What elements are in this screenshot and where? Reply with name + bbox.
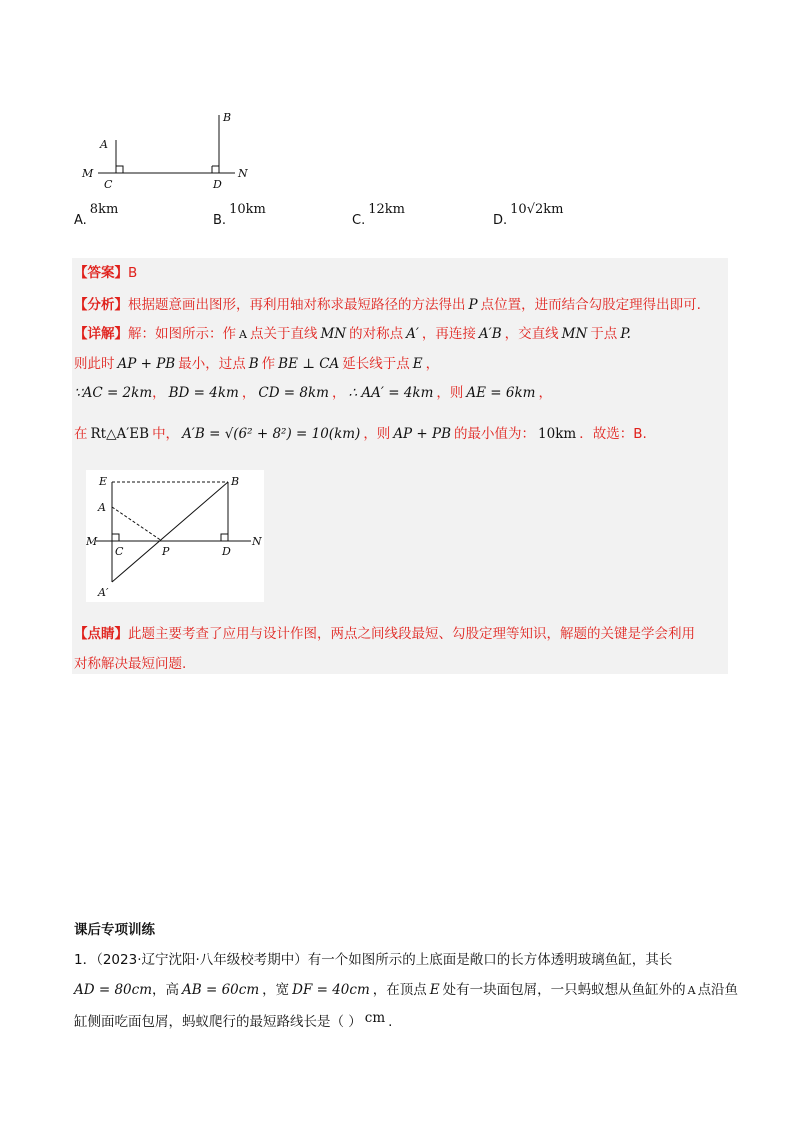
comment-text-2: 对称解决最短问题. [74,656,187,672]
label-a-prime: A′ [98,586,109,599]
q1-sep-b: ，宽 [262,982,290,998]
detail-line-2 [74,354,439,374]
detail-4-formula: A′B = √(6² + 8²) = 10(km) [182,426,361,442]
detail-1-ap: A′ [406,326,419,342]
detail-line-3 [74,383,552,403]
analysis-point-p: P [468,297,478,313]
detail-2a: 则此时 [74,356,115,372]
label-d: D [213,178,222,191]
detail-line-1 [74,324,631,345]
label-m: M [82,167,94,180]
right-angle-d [221,534,228,541]
option-d-value: 10√2km [510,202,564,217]
option-d[interactable] [493,202,564,228]
detail-1-p: P. [620,326,631,342]
detail-1-a: A [239,328,247,341]
label-n: N [252,535,262,548]
detail-1-apb: A′B [478,326,502,342]
right-angle-c [112,534,119,541]
q1-sep-a: ，高 [152,982,180,998]
detail-4e: ．故选：B. [579,426,647,442]
detail-3-ac: ∵AC = 2km [74,385,153,401]
option-a-letter: A. [74,213,87,228]
q1-e: E [429,982,440,998]
detail-tag: 【详解】 [74,326,128,342]
detail-4c: ，则 [363,426,391,442]
detail-1e: ，交直线 [504,326,559,342]
q1-ad: AD = 80cm [74,982,153,998]
label-b: B [223,111,232,124]
label-n: N [238,167,248,180]
detail-3-then: ，则 [436,385,464,401]
figure-1-diagram [70,100,270,195]
answer-tag: 【答案】 [74,265,128,281]
comment-text-1: 此题主要考查了应用与设计作图，两点之间线段最短、勾股定理等知识，解题的关键是学会利用 [128,626,695,642]
option-b[interactable] [213,202,266,228]
comment-line-2 [74,654,186,674]
detail-2-b: B [248,356,259,372]
option-b-letter: B. [213,213,227,228]
question-1-line-2 [74,980,738,1001]
label-e: E [99,475,108,488]
question-1-line-1: 1．（2023·辽宁沈阳·八年级校考期中）有一个如图所示的上底面是敞口的长方体透明玻璃鱼缸，其长 [74,952,673,968]
detail-3-sep1: ， [152,385,166,401]
label-b: B [231,475,240,488]
detail-4d: 的最小值为： [454,426,536,442]
detail-2c: 作 [261,356,276,372]
q1-a: A [687,984,696,997]
q1-line3-text: 缸侧面吃面包屑，蚂蚁爬行的最短路线长是（ ） [74,1014,362,1030]
practice-heading: 课后专项训练 [74,922,155,938]
option-c-letter: C. [352,213,366,228]
detail-4-val: 10km [538,426,577,442]
detail-3-bd: BD = 4km [168,385,239,401]
detail-4b: 中， [152,426,180,442]
detail-3-sep2: ， [241,385,256,401]
solution-panel [72,258,728,674]
detail-1a: 解：如图所示：作 [128,326,236,342]
detail-2b: 最小，过点 [178,356,246,372]
comment-line-1 [74,624,695,644]
detail-3-cd: CD = 8km [258,385,329,401]
answer-value: B [128,265,138,281]
detail-1d: ，再连接 [421,326,476,342]
detail-4-sum: AP + PB [393,426,452,442]
label-d: D [222,545,231,558]
q1-ab: AB = 60cm [182,982,260,998]
option-c[interactable] [352,202,405,228]
detail-1f: 于点 [590,326,618,342]
label-p: P [162,545,170,558]
detail-1c: 的对称点 [349,326,404,342]
option-b-value: 10km [229,202,266,217]
segment-a-prime-b [112,482,228,582]
detail-2-perp: BE ⊥ CA [278,356,340,372]
option-a-value: 8km [89,202,119,217]
q1-sep-d: 处有一块面包屑，一只蚂蚁想从鱼缸外的 [442,982,686,998]
detail-2-e: E [412,356,423,372]
detail-2d: 延长线于点 [342,356,410,372]
q1-df: DF = 40cm [292,982,370,998]
q1-unit: cm [364,1010,386,1026]
label-c: C [104,178,113,191]
q1-line3-end: . [388,1014,393,1030]
detail-2e-sep: ， [425,356,440,372]
label-a: A [100,138,108,151]
detail-4a: 在 [74,426,88,442]
detail-3-end: ， [538,385,552,401]
analysis-tag: 【分析】 [74,297,128,313]
question-1-line-3 [74,1012,392,1032]
analysis-line [74,295,701,315]
option-d-letter: D. [493,213,508,228]
detail-3-aa: ∴ AA′ = 4km [348,385,434,401]
detail-3-sep3: ， [331,385,346,401]
option-c-value: 12km [368,202,405,217]
detail-2-sum: AP + PB [117,356,176,372]
analysis-text-1: 根据题意画出图形，再利用轴对称求最短路径的方法得出 [128,297,466,313]
analysis-text-2: 点位置，进而结合勾股定理得出即可. [480,297,701,313]
figure-2-diagram [86,470,264,602]
label-c: C [115,545,124,558]
q1-sep-c: ，在顶点 [372,982,427,998]
right-angle-c [116,166,123,173]
label-m: M [86,535,98,548]
detail-1-mn: MN [320,326,347,342]
detail-line-4 [74,424,647,444]
detail-3-ae: AE = 6km [466,385,536,401]
label-a: A [98,501,106,514]
detail-4-tri: Rt△A′EB [90,426,150,442]
detail-1b: 点关于直线 [249,326,318,342]
detail-1-mn2: MN [561,326,588,342]
option-a[interactable] [74,202,119,228]
comment-tag: 【点睛】 [74,626,128,642]
q1-sep-e: 点沿鱼 [697,982,739,998]
answer-line [74,263,137,283]
